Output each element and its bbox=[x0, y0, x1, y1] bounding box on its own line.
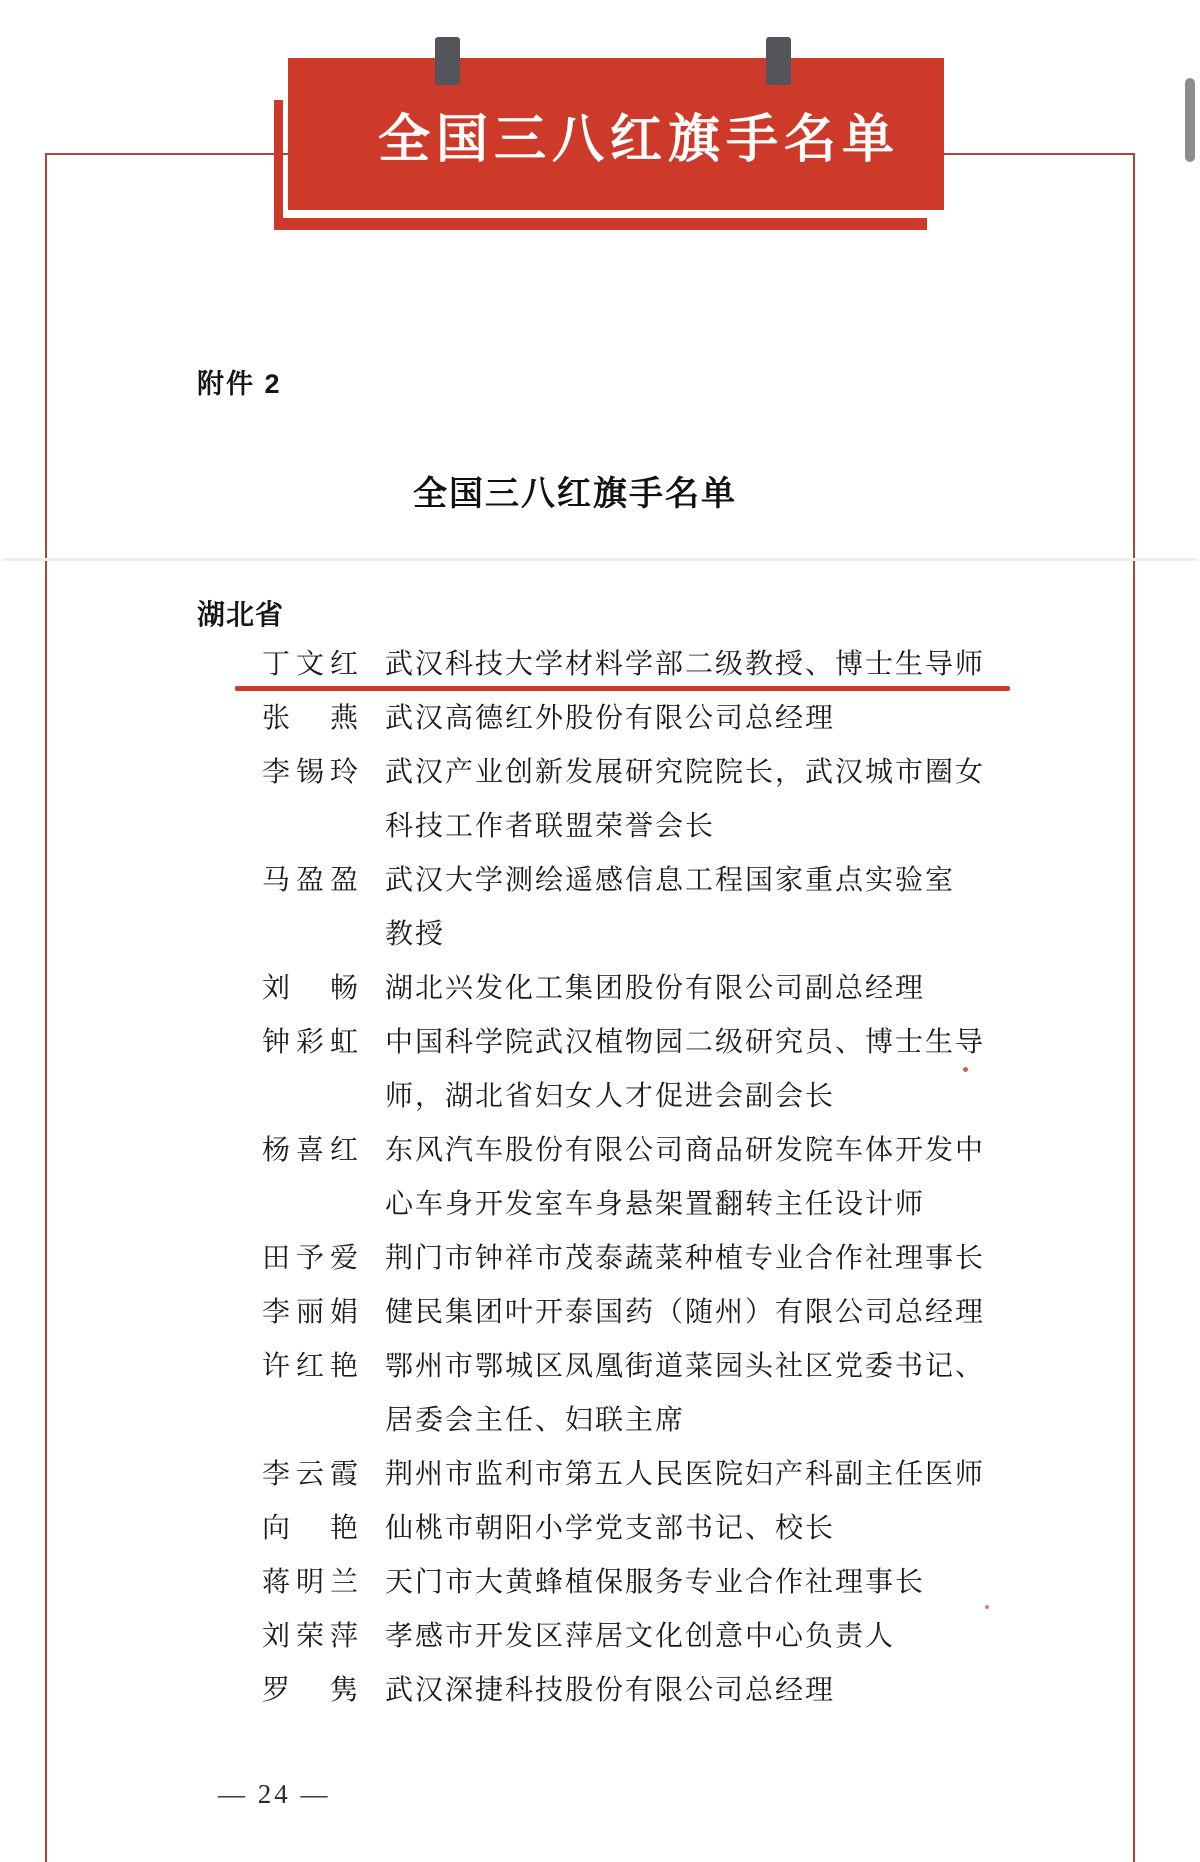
page-number: — 24 — bbox=[218, 1779, 331, 1809]
awardee-desc: 教授 bbox=[385, 919, 446, 950]
awardee-desc: 鄂州市鄂城区凤凰街道菜园头社区党委书记、 bbox=[385, 1351, 986, 1382]
stitch-seam-line bbox=[2, 558, 1198, 561]
list-row bbox=[262, 1013, 1052, 1067]
list-row bbox=[262, 1121, 1052, 1175]
list-row bbox=[262, 1607, 1052, 1661]
list-row bbox=[262, 1499, 1052, 1553]
awardee-name: 田予爱 bbox=[262, 1243, 358, 1274]
awardee-desc: 荆州市监利市第五人民医院妇产科副主任医师 bbox=[385, 1459, 986, 1490]
list-row bbox=[262, 1661, 1052, 1715]
pin-icon bbox=[766, 37, 791, 85]
awardee-desc: 武汉高德红外股份有限公司总经理 bbox=[385, 703, 836, 734]
awardee-name: 杨喜红 bbox=[262, 1135, 358, 1166]
awardee-desc: 东风汽车股份有限公司商品研发院车体开发中 bbox=[385, 1135, 986, 1166]
awardee-list bbox=[262, 635, 1052, 1715]
section-heading-province: 湖北省 bbox=[197, 599, 285, 630]
list-row-wrap bbox=[262, 1067, 1052, 1121]
list-row-wrap bbox=[262, 1391, 1052, 1445]
awardee-desc: 武汉科技大学材料学部二级教授、博士生导师 bbox=[385, 649, 986, 680]
list-row bbox=[262, 959, 1052, 1013]
awardee-name: 钟彩虹 bbox=[262, 1027, 358, 1058]
doc-title: 全国三八红旗手名单 bbox=[413, 476, 737, 513]
awardee-desc: 武汉产业创新发展研究院院长，武汉城市圈女 bbox=[385, 757, 986, 788]
list-row bbox=[262, 851, 1052, 905]
awardee-desc: 居委会主任、妇联主席 bbox=[385, 1405, 686, 1436]
awardee-name: 向艳 bbox=[262, 1513, 358, 1544]
list-row bbox=[262, 743, 1052, 797]
awardee-desc: 中国科学院武汉植物园二级研究员、博士生导 bbox=[385, 1027, 986, 1058]
list-row bbox=[262, 1553, 1052, 1607]
awardee-name: 张燕 bbox=[262, 703, 358, 734]
awardee-name: 刘荣萍 bbox=[262, 1621, 358, 1652]
pin-icon bbox=[435, 37, 460, 85]
awardee-name: 李丽娟 bbox=[262, 1297, 358, 1328]
awardee-desc: 武汉大学测绘遥感信息工程国家重点实验室 bbox=[385, 865, 956, 896]
banner bbox=[288, 58, 944, 210]
awardee-desc: 湖北兴发化工集团股份有限公司副总经理 bbox=[385, 973, 926, 1004]
list-row-wrap bbox=[262, 797, 1052, 851]
banner-title: 全国三八红旗手名单 bbox=[377, 110, 900, 169]
list-row bbox=[262, 1283, 1052, 1337]
list-row-wrap bbox=[262, 905, 1052, 959]
awardee-desc: 心车身开发室车身悬架置翻转主任设计师 bbox=[385, 1189, 926, 1220]
awardee-name: 罗隽 bbox=[262, 1675, 358, 1706]
attachment-label: 附件 2 bbox=[197, 369, 282, 399]
awardee-name: 许红艳 bbox=[262, 1351, 358, 1382]
awardee-desc: 天门市大黄蜂植保服务专业合作社理事长 bbox=[385, 1567, 926, 1598]
awardee-desc: 科技工作者联盟荣誉会长 bbox=[385, 811, 716, 842]
awardee-desc: 荆门市钟祥市茂泰蔬菜种植专业合作社理事长 bbox=[385, 1243, 986, 1274]
awardee-desc: 师，湖北省妇女人才促进会副会长 bbox=[385, 1081, 836, 1112]
awardee-desc: 健民集团叶开泰国药（随州）有限公司总经理 bbox=[385, 1297, 986, 1328]
awardee-desc: 孝感市开发区萍居文化创意中心负责人 bbox=[385, 1621, 896, 1652]
scan-artifact-dot bbox=[963, 1067, 968, 1072]
awardee-desc: 武汉深捷科技股份有限公司总经理 bbox=[385, 1675, 836, 1706]
awardee-name: 李锡玲 bbox=[262, 757, 358, 788]
awardee-name: 刘畅 bbox=[262, 973, 358, 1004]
awardee-name: 丁文红 bbox=[262, 649, 358, 680]
list-row bbox=[262, 635, 1052, 689]
awardee-name: 李云霞 bbox=[262, 1459, 358, 1490]
list-row-wrap bbox=[262, 1175, 1052, 1229]
list-row bbox=[262, 1337, 1052, 1391]
list-row bbox=[262, 1445, 1052, 1499]
list-row bbox=[262, 689, 1052, 743]
scrollbar-thumb[interactable] bbox=[1185, 78, 1195, 162]
scan-artifact-dot bbox=[985, 1605, 989, 1609]
highlight-underline bbox=[235, 686, 1010, 691]
awardee-name: 马盈盈 bbox=[262, 865, 358, 896]
awardee-desc: 仙桃市朝阳小学党支部书记、校长 bbox=[385, 1513, 836, 1544]
awardee-name: 蒋明兰 bbox=[262, 1567, 358, 1598]
list-row bbox=[262, 1229, 1052, 1283]
